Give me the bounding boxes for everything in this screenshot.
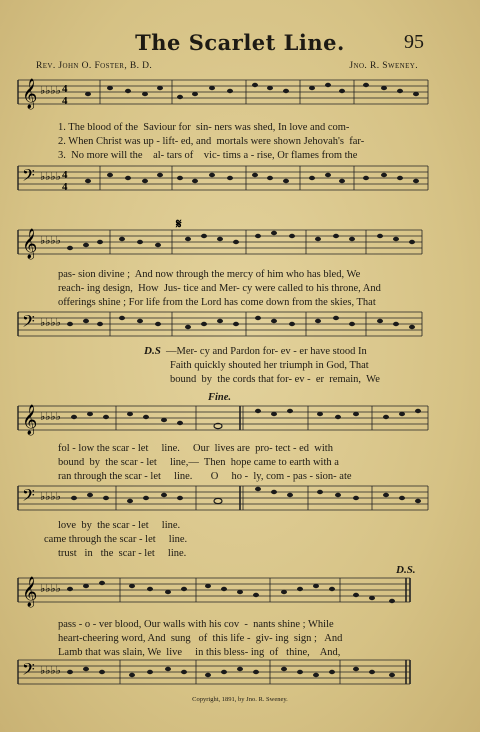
svg-text:𝄞: 𝄞 xyxy=(22,79,38,109)
lyrics-system2-verse1: pas- sion divine ; And now through the mercy of him who has bled, We xyxy=(58,269,361,280)
lyrics-system1-verse1: 1. The blood of the Saviour for sin- ners was shed, In love and com- xyxy=(58,122,350,133)
svg-text:♭♭♭♭: ♭♭♭♭ xyxy=(40,235,61,247)
author-credit: Rev. John O. Foster, B. D. xyxy=(36,61,153,71)
svg-text:♭♭♭♭: ♭♭♭♭ xyxy=(40,317,61,329)
svg-text:𝄞: 𝄞 xyxy=(22,577,38,606)
svg-text:𝄞: 𝄞 xyxy=(22,405,38,434)
staff-system4-bass xyxy=(0,656,480,692)
svg-text:𝄢: 𝄢 xyxy=(22,313,35,335)
staff-system4-treble xyxy=(0,572,480,616)
lyrics-system3-lower-verse2: came through the scar - let line. xyxy=(44,534,188,545)
staff-system2-treble xyxy=(0,218,480,262)
lyrics-system1-verse2: 2. When Christ was up - lift- ed, and mortals were shown Jehovah's far- xyxy=(58,136,365,147)
copyright-notice: Copyright, 1891, by Jno. R. Sweney. xyxy=(192,696,288,703)
lyrics-system4-verse3: Lamb that was slain, We live in this bless- ing of thine, And, xyxy=(58,647,341,658)
svg-text:𝄢: 𝄢 xyxy=(22,167,35,189)
hymn-title: The Scarlet Line. xyxy=(135,30,345,55)
lyrics-system3-verse2: bound by the scar - let line,— Then hope came to earth with a xyxy=(58,457,339,468)
svg-text:4: 4 xyxy=(62,95,68,107)
segno-sign-icon: 𝄋 xyxy=(176,218,182,231)
svg-text:♭♭♭♭: ♭♭♭♭ xyxy=(40,171,61,183)
page-number: 95 xyxy=(404,31,424,53)
lyrics-ds-line2: Faith quickly shouted her triumph in God, That xyxy=(170,360,369,371)
staff-system1-treble xyxy=(0,74,480,114)
lyrics-system3-verse3: ran through the scar - let line. O ho - ly, com - pas - sion- ate xyxy=(58,471,352,482)
fine-marking: Fine. xyxy=(208,392,232,403)
svg-text:♭♭♭♭: ♭♭♭♭ xyxy=(40,85,61,97)
svg-text:♭♭♭♭: ♭♭♭♭ xyxy=(40,411,61,423)
composer-credit: Jno. R. Sweney. xyxy=(349,61,418,71)
lyrics-system2-verse3: offerings shine ; For life from the Lord has come down from the skies, That xyxy=(58,297,376,308)
lyrics-system4-verse1: pass - o - ver blood, Our walls with his cov - nants shine ; While xyxy=(58,619,334,630)
svg-text:𝄢: 𝄢 xyxy=(22,661,35,683)
svg-text:4: 4 xyxy=(62,83,68,95)
lyrics-ds-line1: —Mer- cy and Pardon for- ev - er have stood In xyxy=(166,346,367,357)
svg-text:4: 4 xyxy=(62,169,68,181)
ds-label: D.S xyxy=(144,345,161,357)
svg-text:𝄢: 𝄢 xyxy=(22,487,35,509)
staff-system2-bass xyxy=(0,306,480,342)
svg-text:𝄞: 𝄞 xyxy=(22,229,38,258)
lyrics-system1-verse3: 3. No more will the al- tars of vic- tims a - rise, Or flames from the xyxy=(58,150,358,161)
svg-text:4: 4 xyxy=(62,181,68,193)
lyrics-system3-lower-verse1: love by the scar - let line. xyxy=(58,520,181,531)
ds-marking: D.S. xyxy=(396,564,416,576)
staff-system3-bass xyxy=(0,480,480,516)
staff-system1-bass xyxy=(0,162,480,198)
lyrics-system3-verse1: fol - low the scar - let line. Our lives are pro- tect - ed with xyxy=(58,443,333,454)
lyrics-ds-line3: bound by the cords that for- ev - er remain, We xyxy=(170,374,380,385)
lyrics-system3-lower-verse3: trust in the scar - let line. xyxy=(58,548,187,559)
staff-system3-treble xyxy=(0,400,480,440)
lyrics-system2-verse2: reach- ing design, How Jus- tice and Mer- cy were called to his throne, And xyxy=(58,283,381,294)
svg-text:♭♭♭♭: ♭♭♭♭ xyxy=(40,665,61,677)
lyrics-system4-verse2: heart-cheering word, And sung of this life - giv- ing sign ; And xyxy=(58,633,343,644)
svg-text:♭♭♭♭: ♭♭♭♭ xyxy=(40,491,61,503)
svg-text:♭♭♭♭: ♭♭♭♭ xyxy=(40,583,61,595)
